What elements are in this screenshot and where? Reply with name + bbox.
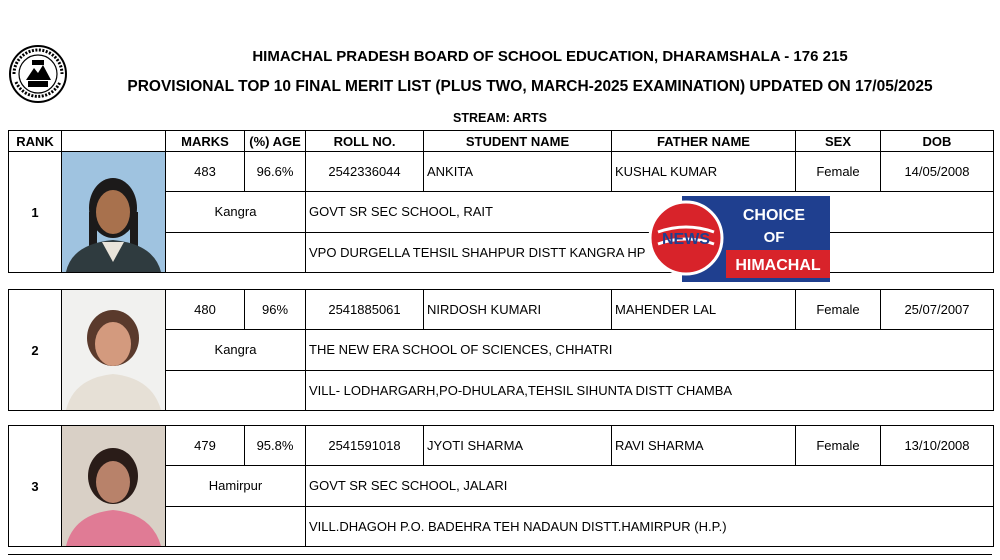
percent-cell: 96.6% [245,152,306,192]
marks-cell: 483 [166,152,245,192]
rank-cell: 1 [9,152,62,273]
dob-cell: 13/10/2008 [881,426,994,466]
watermark-line3: HIMACHAL [735,257,821,274]
dob-cell: 25/07/2007 [881,290,994,330]
table-header-row [9,131,994,152]
father-name-cell: KUSHAL KUMAR [612,152,796,192]
marks-cell: 480 [166,290,245,330]
percent-cell: 96% [245,290,306,330]
page-bottom-rule [8,554,992,555]
col-roll: ROLL NO. [306,131,424,152]
district-cell: Hamirpur [166,466,306,506]
rank-cell: 3 [9,426,62,547]
sex-cell: Female [796,426,881,466]
rank-cell: 2 [9,290,62,411]
student-photo [62,290,166,411]
school-cell: GOVT SR SEC SCHOOL, JALARI [306,466,994,506]
address-cell: VILL- LODHARGARH,PO-DHULARA,TEHSIL SIHUNTA DISTT CHAMBA [306,370,994,410]
watermark-brand: NEWS [662,231,710,248]
empty-cell [166,232,306,272]
merit-table-rank-1 [8,130,994,273]
student-name-cell: JYOTI SHARMA [424,426,612,466]
father-name-cell: RAVI SHARMA [612,426,796,466]
roll-cell: 2541885061 [306,290,424,330]
board-name: HIMACHAL PRADESH BOARD OF SCHOOL EDUCATION, DHARAMSHALA - 176 215 [252,48,848,65]
choice-of-himachal-watermark [648,194,832,284]
empty-cell [166,506,306,546]
student-name-cell: ANKITA [424,152,612,192]
col-photo [62,131,166,152]
col-sex: SEX [796,131,881,152]
col-dob: DOB [881,131,994,152]
watermark-line1: CHOICE [742,207,806,224]
merit-table-rank-3 [8,425,994,547]
empty-cell [166,370,306,410]
student-photo-image [62,426,165,546]
col-rank: RANK [9,131,62,152]
page-title: PROVISIONAL TOP 10 FINAL MERIT LIST (PLUS TWO, MARCH-2025 EXAMINATION) UPDATED ON 17/05/2025 [127,78,933,95]
board-seal-logo [8,44,68,104]
student-name-cell: NIRDOSH KUMARI [424,290,612,330]
percent-cell: 95.8% [245,426,306,466]
table-row [9,426,994,466]
father-name-cell: MAHENDER LAL [612,290,796,330]
district-cell: Kangra [166,192,306,232]
col-age: (%) AGE [245,131,306,152]
col-student-name: STUDENT NAME [424,131,612,152]
school-cell: GOVT SR SEC SCHOOL, RAIT [306,192,994,232]
dob-cell: 14/05/2008 [881,152,994,192]
sex-cell: Female [796,152,881,192]
col-marks: MARKS [166,131,245,152]
sex-cell: Female [796,290,881,330]
district-cell: Kangra [166,330,306,370]
table-row [9,290,994,330]
school-cell: THE NEW ERA SCHOOL OF SCIENCES, CHHATRI [306,330,994,370]
roll-cell: 2542336044 [306,152,424,192]
table-row [9,152,994,192]
student-photo-image [62,152,165,272]
stream-label: STREAM: ARTS [453,111,547,125]
student-photo-image [62,290,165,410]
student-photo [62,152,166,273]
merit-table-rank-2 [8,289,994,411]
address-cell: VILL.DHAGOH P.O. BADEHRA TEH NADAUN DISTT.HAMIRPUR (H.P.) [306,506,994,546]
marks-cell: 479 [166,426,245,466]
roll-cell: 2541591018 [306,426,424,466]
address-cell: VPO DURGELLA TEHSIL SHAHPUR DISTT KANGRA HP [306,232,994,272]
col-father-name: FATHER NAME [612,131,796,152]
watermark-line2: OF [763,229,785,246]
student-photo [62,426,166,547]
